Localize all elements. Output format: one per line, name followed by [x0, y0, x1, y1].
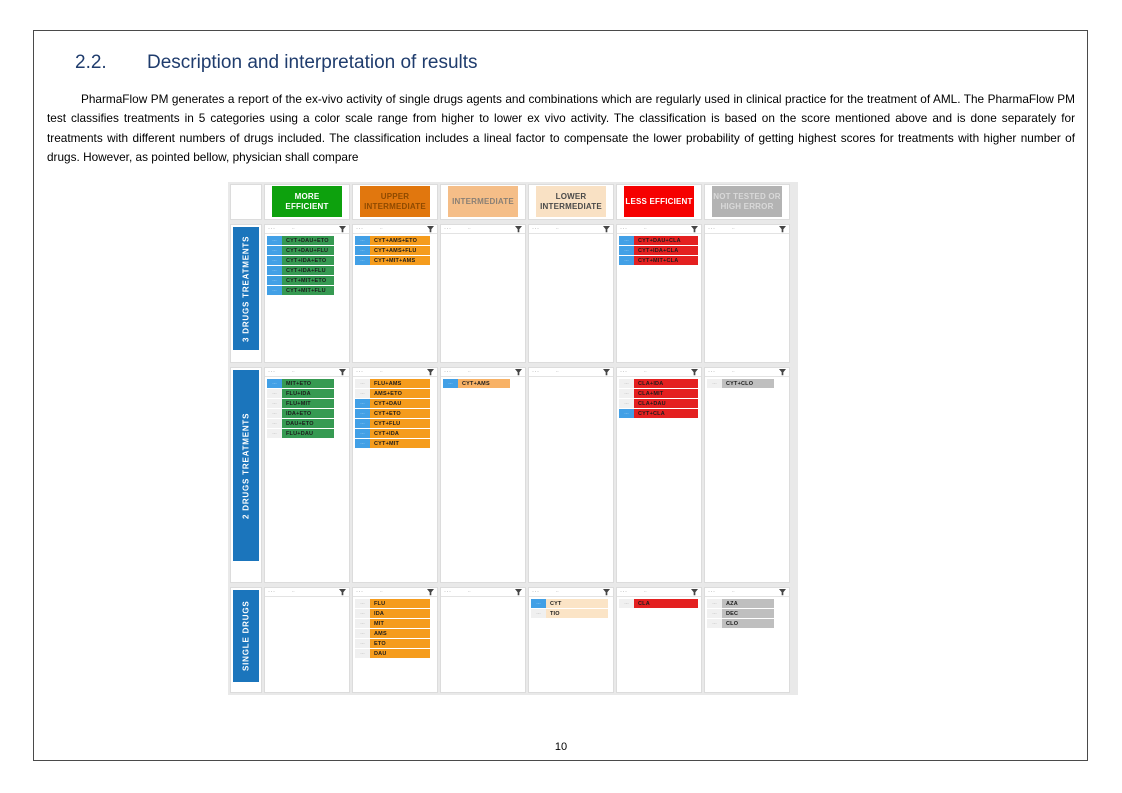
cell-header [617, 368, 701, 377]
treatment-bar [267, 419, 349, 428]
treatment-label: FLU+IDA [282, 389, 334, 398]
filter-icon [603, 589, 610, 596]
treatment-cell-lower [528, 224, 614, 363]
bar-tab: ··· [267, 276, 282, 285]
bar-tab: ··· [355, 629, 370, 638]
treatment-label: CYT+CLA [634, 409, 698, 418]
cell-header [265, 225, 349, 234]
treatment-cell-more [264, 587, 350, 693]
treatment-cell-less [616, 367, 702, 583]
cell-header [617, 225, 701, 234]
treatment-bar [267, 379, 349, 388]
treatment-label: CYT+DAU+CLA [634, 236, 698, 245]
treatment-label: CYT+AMS+FLU [370, 246, 430, 255]
treatment-bar [267, 429, 349, 438]
treatment-label: CYT+ETO [370, 409, 430, 418]
treatment-label: CYT+MIT+AMS [370, 256, 430, 265]
column-header-panel [704, 184, 790, 220]
section-title: Description and interpretation of results [147, 52, 478, 73]
treatment-bar [267, 389, 349, 398]
treatment-label: CYT+MIT+CLA [634, 256, 698, 265]
treatment-bar [267, 286, 349, 295]
cell-menu-dots: ··· [620, 369, 628, 376]
cell-sub-dots: ·· [291, 588, 295, 595]
cell-sub-dots: ·· [555, 368, 559, 375]
treatment-bar [355, 419, 437, 428]
treatment-label: CLA+MIT [634, 389, 698, 398]
cell-menu-dots: ··· [444, 589, 452, 596]
bar-tab: ··· [267, 286, 282, 295]
treatment-cell-upper [352, 367, 438, 583]
column-header-intermediate: INTERMEDIATE [448, 186, 518, 217]
treatment-cell-less [616, 224, 702, 363]
treatment-label: CYT+DAU [370, 399, 430, 408]
filter-icon [603, 226, 610, 233]
bar-tab: ··· [355, 639, 370, 648]
cell-header [353, 588, 437, 597]
cell-sub-dots: ·· [467, 368, 471, 375]
treatment-cell-nottested [704, 367, 790, 583]
column-header-panel [440, 184, 526, 220]
cell-menu-dots: ··· [532, 226, 540, 233]
corner-cell [230, 184, 262, 220]
cell-menu-dots: ··· [620, 226, 628, 233]
filter-icon [339, 226, 346, 233]
treatment-label: CLO [722, 619, 774, 628]
treatment-bar [355, 429, 437, 438]
cell-sub-dots: ·· [555, 588, 559, 595]
filter-icon [691, 369, 698, 376]
cell-header [265, 588, 349, 597]
cell-sub-dots: ·· [555, 225, 559, 232]
treatment-label: DEC [722, 609, 774, 618]
treatment-bar [355, 639, 437, 648]
filter-icon [515, 226, 522, 233]
bar-tab: ··· [355, 409, 370, 418]
bar-tab: ··· [267, 256, 282, 265]
treatment-bar [355, 599, 437, 608]
filter-icon [779, 589, 786, 596]
bar-tab: ··· [355, 619, 370, 628]
column-header-more: MORE EFFICIENT [272, 186, 342, 217]
cell-header [529, 368, 613, 377]
cell-sub-dots: ·· [379, 225, 383, 232]
treatment-cell-more [264, 367, 350, 583]
treatment-bar [355, 379, 437, 388]
treatment-label: FLU+AMS [370, 379, 430, 388]
treatment-bar [267, 399, 349, 408]
treatment-label: TIO [546, 609, 608, 618]
treatment-label: CYT+MIT [370, 439, 430, 448]
treatment-label: AMS+ETO [370, 389, 430, 398]
treatment-label: CYT+IDA+FLU [282, 266, 334, 275]
treatment-bar [355, 649, 437, 658]
bar-tab: ··· [267, 409, 282, 418]
treatment-cell-intermediate [440, 367, 526, 583]
row-label-panel [230, 587, 262, 693]
bar-tab: ··· [267, 419, 282, 428]
treatment-bar [267, 266, 349, 275]
treatment-cell-less [616, 587, 702, 693]
treatment-bar [619, 246, 701, 255]
treatment-bar [531, 599, 613, 608]
treatment-bar [267, 236, 349, 245]
cell-header [529, 225, 613, 234]
bar-tab: ··· [355, 246, 370, 255]
row-label-panel [230, 367, 262, 583]
filter-icon [691, 226, 698, 233]
filter-icon [691, 589, 698, 596]
treatment-label: CYT+CLO [722, 379, 774, 388]
treatment-bar [443, 379, 525, 388]
bar-tab: ··· [619, 246, 634, 255]
filter-icon [339, 369, 346, 376]
treatment-cell-upper [352, 587, 438, 693]
treatment-label: IDA [370, 609, 430, 618]
cell-sub-dots: ·· [643, 588, 647, 595]
treatment-bar [707, 619, 789, 628]
cell-menu-dots: ··· [268, 226, 276, 233]
cell-menu-dots: ··· [708, 589, 716, 596]
bar-tab: ··· [355, 429, 370, 438]
treatment-label: AMS [370, 629, 430, 638]
body-paragraph: PharmaFlow PM generates a report of the ex-vivo activity of single drugs agents and combinations which are regularly used in clinical practice for the treatment of AML. The PharmaFlow PM test classifies treatments in 5 categories using a color scale range from higher to lower ex vivo activity. The classification is based on the score mentioned above and is done separately for treatments with different numbers of drugs included. The classification includes a lineal factor to compensate the lower probability of getting highest scores for treatments with higher number of drugs. However, as pointed bellow, physician shall compare [47, 92, 1075, 165]
bar-tab: ··· [355, 439, 370, 448]
treatment-label: ETO [370, 639, 430, 648]
cell-header [529, 588, 613, 597]
column-header-nottested: NOT TESTED OR HIGH ERROR [712, 186, 782, 217]
bar-tab: ··· [267, 246, 282, 255]
cell-menu-dots: ··· [444, 369, 452, 376]
bar-tab: ··· [267, 399, 282, 408]
cell-header [353, 368, 437, 377]
cell-sub-dots: ·· [643, 225, 647, 232]
treatment-bar [355, 246, 437, 255]
cell-menu-dots: ··· [444, 226, 452, 233]
filter-icon [779, 369, 786, 376]
treatment-bar [355, 236, 437, 245]
treatment-label: CLA+IDA [634, 379, 698, 388]
cell-header [441, 225, 525, 234]
treatment-bar [355, 256, 437, 265]
cell-header [705, 225, 789, 234]
bar-tab: ··· [355, 379, 370, 388]
row-label: 3 DRUGS TREATMENTS [233, 227, 259, 350]
cell-header [441, 368, 525, 377]
cell-sub-dots: ·· [379, 368, 383, 375]
treatment-label: CYT+DAU+FLU [282, 246, 334, 255]
cell-sub-dots: ·· [731, 588, 735, 595]
row-label-panel [230, 224, 262, 363]
treatment-bar [619, 409, 701, 418]
bar-tab: ··· [619, 256, 634, 265]
treatment-label: CYT+FLU [370, 419, 430, 428]
treatment-label: CYT+IDA+ETO [282, 256, 334, 265]
cell-sub-dots: ·· [467, 588, 471, 595]
treatment-label: CYT+IDA [370, 429, 430, 438]
treatment-label: IDA+ETO [282, 409, 334, 418]
cell-menu-dots: ··· [268, 369, 276, 376]
cell-sub-dots: ·· [731, 225, 735, 232]
treatment-bar [619, 389, 701, 398]
bar-tab: ··· [619, 389, 634, 398]
filter-icon [515, 589, 522, 596]
column-header-lower: LOWER INTERMEDIATE [536, 186, 606, 217]
cell-menu-dots: ··· [356, 369, 364, 376]
bar-tab: ··· [355, 399, 370, 408]
bar-tab: ··· [355, 419, 370, 428]
cell-menu-dots: ··· [532, 369, 540, 376]
cell-header [705, 588, 789, 597]
bar-tab: ··· [267, 236, 282, 245]
treatment-bar [355, 389, 437, 398]
bar-tab: ··· [707, 619, 722, 628]
treatment-bar [707, 609, 789, 618]
treatment-label: AZA [722, 599, 774, 608]
filter-icon [427, 369, 434, 376]
cell-menu-dots: ··· [708, 369, 716, 376]
treatment-label: CYT+DAU+ETO [282, 236, 334, 245]
treatment-bar [267, 276, 349, 285]
treatment-bar [267, 256, 349, 265]
bar-tab: ··· [707, 379, 722, 388]
cell-sub-dots: ·· [731, 368, 735, 375]
page-number: 10 [554, 741, 568, 753]
cell-sub-dots: ·· [467, 225, 471, 232]
treatment-label: CLA [634, 599, 698, 608]
cell-header [353, 225, 437, 234]
treatment-bar [619, 256, 701, 265]
treatment-bar [267, 246, 349, 255]
bar-tab: ··· [355, 599, 370, 608]
column-header-upper: UPPER INTERMEDIATE [360, 186, 430, 217]
cell-menu-dots: ··· [620, 589, 628, 596]
treatment-label: CLA+DAU [634, 399, 698, 408]
section-number: 2.2. [75, 52, 107, 73]
bar-tab: ··· [355, 609, 370, 618]
cell-menu-dots: ··· [708, 226, 716, 233]
bar-tab: ··· [355, 389, 370, 398]
treatment-bar [707, 379, 789, 388]
treatment-bar [531, 609, 613, 618]
treatment-bar [355, 409, 437, 418]
treatment-bar [707, 599, 789, 608]
row-label: 2 DRUGS TREATMENTS [233, 370, 259, 561]
bar-tab: ··· [619, 409, 634, 418]
page-content [47, 30, 1075, 695]
row-label: SINGLE DRUGS [233, 590, 259, 682]
cell-sub-dots: ·· [291, 368, 295, 375]
treatment-cell-nottested [704, 224, 790, 363]
column-header-panel [264, 184, 350, 220]
treatment-label: CYT+IDA+CLA [634, 246, 698, 255]
cell-header [705, 368, 789, 377]
treatment-bar [355, 619, 437, 628]
column-header-panel [528, 184, 614, 220]
bar-tab: ··· [267, 266, 282, 275]
treatment-cell-intermediate [440, 587, 526, 693]
bar-tab: ··· [267, 429, 282, 438]
cell-header [265, 368, 349, 377]
bar-tab: ··· [531, 599, 546, 608]
section-heading [47, 52, 1075, 74]
treatment-bar [355, 629, 437, 638]
cell-header [617, 588, 701, 597]
treatment-label: FLU [370, 599, 430, 608]
filter-icon [779, 226, 786, 233]
treatment-bar [619, 236, 701, 245]
treatment-bar [619, 599, 701, 608]
cell-header [441, 588, 525, 597]
bar-tab: ··· [707, 599, 722, 608]
cell-menu-dots: ··· [532, 589, 540, 596]
bar-tab: ··· [619, 236, 634, 245]
bar-tab: ··· [619, 379, 634, 388]
bar-tab: ··· [531, 609, 546, 618]
filter-icon [427, 226, 434, 233]
column-header-panel [616, 184, 702, 220]
treatment-cell-more [264, 224, 350, 363]
treatment-label: FLU+MIT [282, 399, 334, 408]
treatment-label: FLU+DAU [282, 429, 334, 438]
treatment-label: CYT [546, 599, 608, 608]
filter-icon [339, 589, 346, 596]
cell-sub-dots: ·· [291, 225, 295, 232]
column-header-panel [352, 184, 438, 220]
bar-tab: ··· [619, 399, 634, 408]
treatment-bar [355, 609, 437, 618]
treatment-bar [619, 379, 701, 388]
bar-tab: ··· [267, 379, 282, 388]
bar-tab: ··· [443, 379, 458, 388]
treatment-label: CYT+AMS [458, 379, 510, 388]
treatment-label: DAU+ETO [282, 419, 334, 428]
treatment-bar [355, 399, 437, 408]
bar-tab: ··· [355, 649, 370, 658]
treatment-bar [619, 399, 701, 408]
treatment-cell-intermediate [440, 224, 526, 363]
treatment-cell-nottested [704, 587, 790, 693]
treatment-bar [267, 409, 349, 418]
filter-icon [515, 369, 522, 376]
treatment-label: CYT+AMS+ETO [370, 236, 430, 245]
results-classification-figure [228, 182, 798, 695]
filter-icon [427, 589, 434, 596]
bar-tab: ··· [619, 599, 634, 608]
treatment-cell-upper [352, 224, 438, 363]
cell-sub-dots: ·· [643, 368, 647, 375]
filter-icon [603, 369, 610, 376]
treatment-bar [355, 439, 437, 448]
bar-tab: ··· [707, 609, 722, 618]
treatment-cell-lower [528, 587, 614, 693]
treatment-label: CYT+MIT+ETO [282, 276, 334, 285]
cell-menu-dots: ··· [356, 589, 364, 596]
bar-tab: ··· [267, 389, 282, 398]
treatment-label: CYT+MIT+FLU [282, 286, 334, 295]
treatment-label: MIT+ETO [282, 379, 334, 388]
cell-sub-dots: ·· [379, 588, 383, 595]
column-header-less: LESS EFFICIENT [624, 186, 694, 217]
cell-menu-dots: ··· [356, 226, 364, 233]
cell-menu-dots: ··· [268, 589, 276, 596]
bar-tab: ··· [355, 256, 370, 265]
bar-tab: ··· [355, 236, 370, 245]
treatment-cell-lower [528, 367, 614, 583]
treatment-label: MIT [370, 619, 430, 628]
treatment-label: DAU [370, 649, 430, 658]
